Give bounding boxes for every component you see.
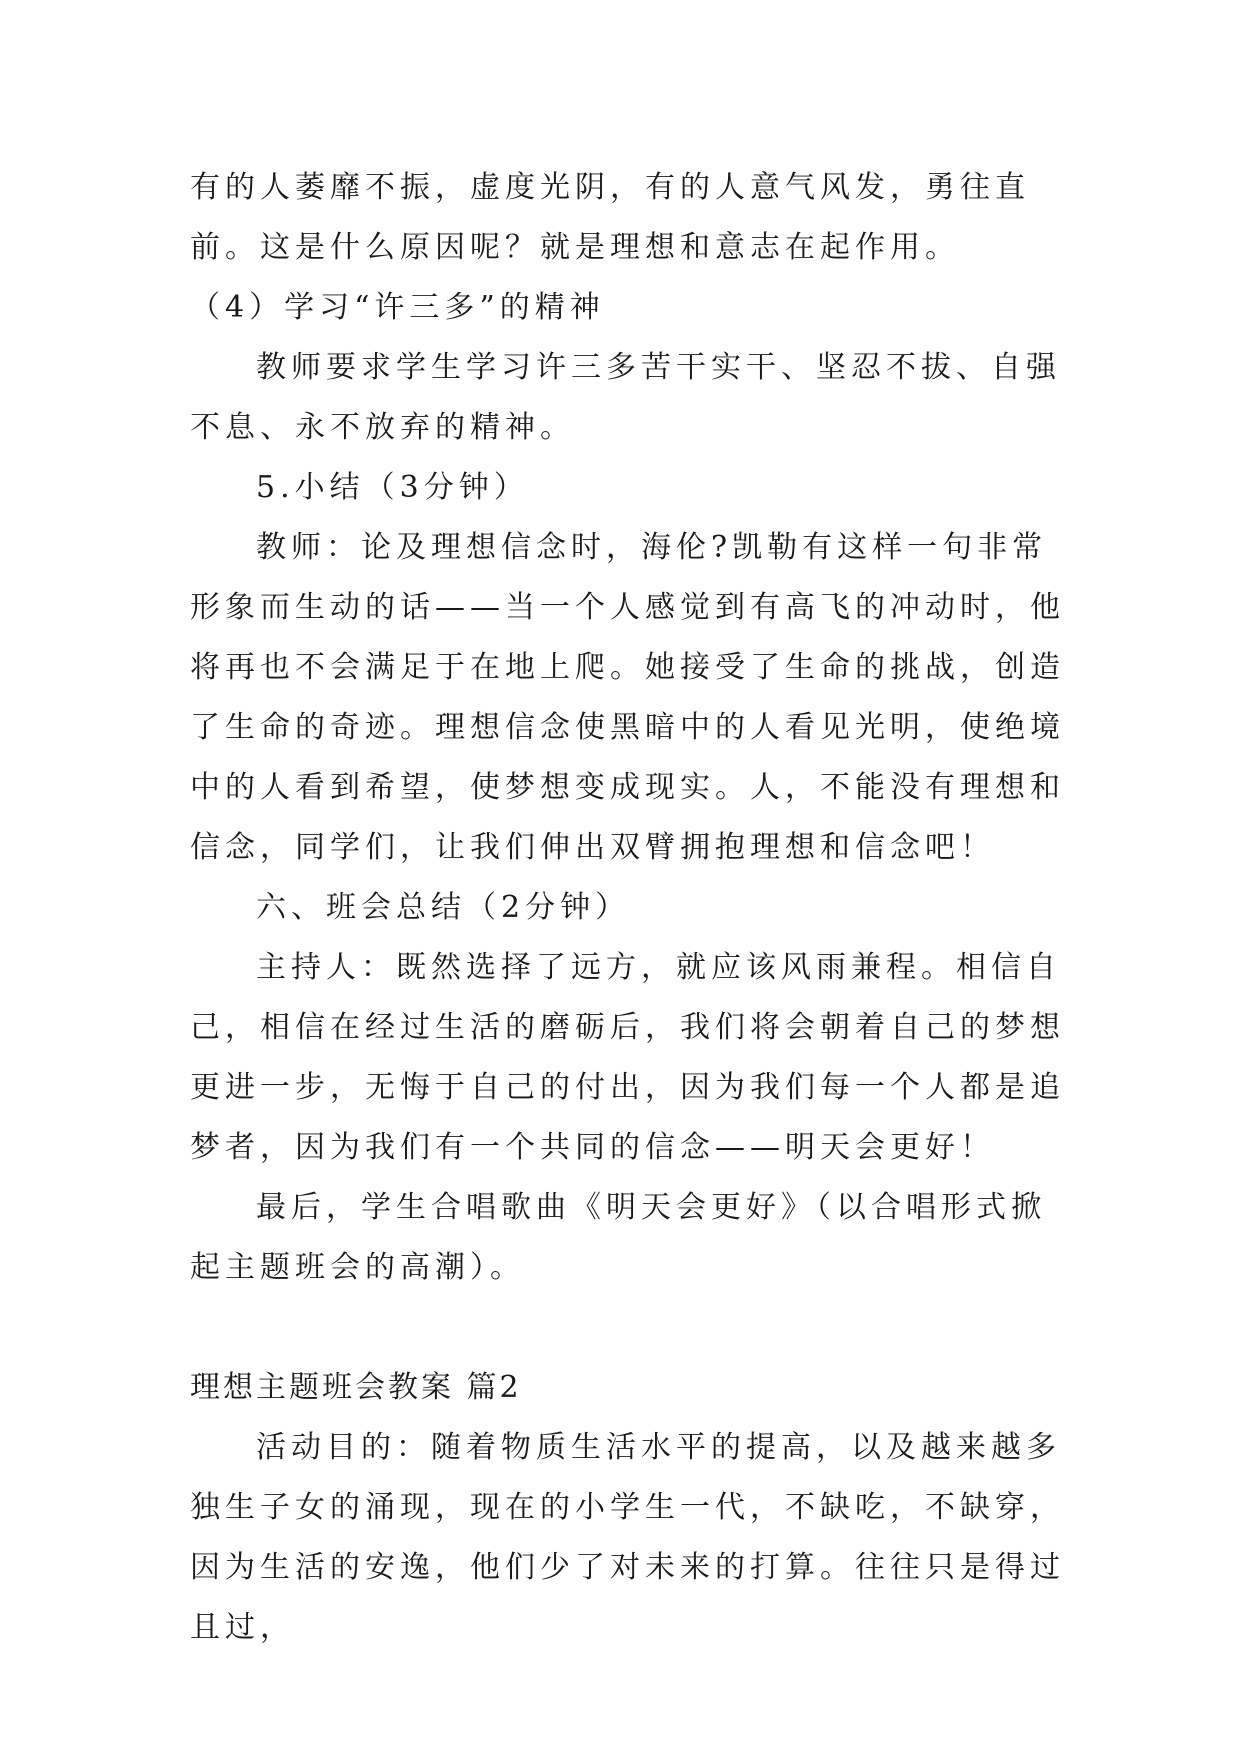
paragraph-activity-purpose: 活动目的：随着物质生活水平的提高，以及越来越多独生子女的涌现，现在的小学生一代，不缺吃，不缺穿，因为生活的安逸，他们少了对未来的打算。往往只是得过且过， [190,1430,1065,1645]
paragraph-teacher-requirement: 教师要求学生学习许三多苦干实干、坚忍不拔、自强不息、永不放弃的精神。 [190,350,1061,445]
heading-summary: 5.小结（3分钟） [256,470,529,505]
document-body [190,158,1070,1658]
subheading-learn-xu-sanduo: （4）学习“许三多”的精神 [190,290,605,325]
section-spacer [190,1298,1070,1358]
paragraph-final-song: 最后，学生合唱歌曲《明天会更好》（以合唱形式掀起主题班会的高潮）。 [190,1190,1046,1285]
section-title: 理想主题班会教案 篇2 [190,1370,522,1405]
paragraph-host-conclusion: 主持人：既然选择了远方，就应该风雨兼程。相信自己，相信在经过生活的磨砺后，我们将会朝着自己的梦想更进一步，无悔于自己的付出，因为我们每一个人都是追梦者，因为我们有一个共同的信念——明天会更好！ [190,950,1065,1165]
heading-class-meeting-conclusion: 六、班会总结（2分钟） [256,890,631,925]
paragraph-teacher-summary: 教师：论及理想信念时，海伦?凯勒有这样一句非常形象而生动的话——当一个人感觉到有高飞的冲动时，他将再也不会满足于在地上爬。她接受了生命的挑战，创造了生命的奇迹。理想信念使黑暗中的人看见光明，使绝境中的人看到希望，使梦想变成现实。人，不能没有理想和信念，同学们，让我们伸出双臂拥抱理想和信念吧！ [190,530,1065,865]
paragraph-continuation: 有的人萎靡不振，虚度光阴，有的人意气风发，勇往直前。这是什么原因呢？就是理想和意志在起作用。 [190,170,1030,265]
